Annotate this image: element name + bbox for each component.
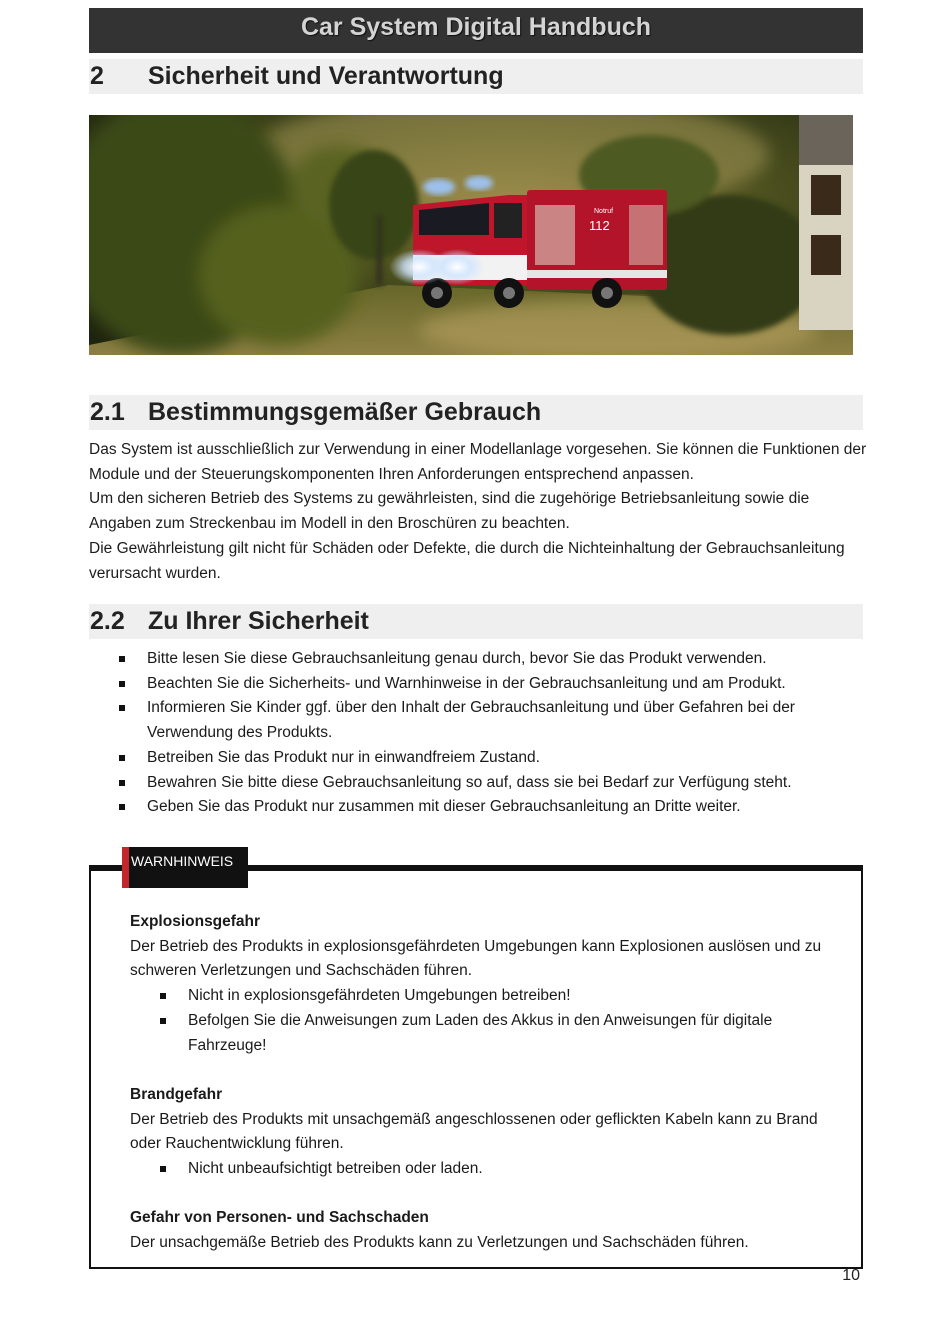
list-item-text: Bewahren Sie bitte diese Gebrauchsanleitung so auf, dass sie bei Bedarf zur Verfügung steht. bbox=[147, 773, 792, 791]
list-item bbox=[119, 647, 859, 672]
fire-truck-photo bbox=[89, 115, 853, 355]
list-item-text: Nicht in explosionsgefährdeten Umgebungen betreiben! bbox=[188, 987, 571, 1005]
subsection-heading-2-2 bbox=[89, 604, 863, 639]
section-heading bbox=[89, 59, 863, 94]
warning-title: Gefahr von Personen- und Sachschaden bbox=[130, 1209, 429, 1227]
subsection-heading-2-1 bbox=[89, 395, 863, 430]
bullet-square-icon bbox=[119, 804, 125, 810]
intended-use-text bbox=[89, 438, 869, 586]
list-item bbox=[119, 696, 859, 745]
subsection-number: 2.2 bbox=[90, 607, 125, 635]
section-number: 2 bbox=[90, 62, 104, 90]
list-item-text: Informieren Sie Kinder ggf. über den Inhalt der Gebrauchsanleitung und über Gefahren bei der Verwendung des Produkts. bbox=[147, 699, 795, 742]
bullet-square-icon bbox=[119, 755, 125, 761]
safety-list bbox=[119, 647, 859, 820]
warning-accent-bar bbox=[122, 847, 129, 888]
bullet-square-icon bbox=[119, 780, 125, 786]
truck-label-text: Notruf bbox=[594, 208, 614, 215]
list-item-text: Geben Sie das Produkt nur zusammen mit dieser Gebrauchsanleitung an Dritte weiter. bbox=[147, 798, 741, 816]
bullet-square-icon bbox=[119, 681, 125, 687]
subsection-title: Zu Ihrer Sicherheit bbox=[148, 607, 369, 635]
page-number: 10 bbox=[842, 1267, 860, 1284]
list-item bbox=[160, 984, 850, 1009]
warning-list bbox=[130, 1157, 850, 1182]
warning-text: Der Betrieb des Produkts mit unsachgemäß angeschlossenen oder geflickten Kabeln kann zu Brand oder Rauchentwicklung führen. bbox=[130, 1110, 818, 1153]
warning-label: WARNHINWEIS bbox=[131, 853, 234, 869]
document-header: Car System Digital Handbuch bbox=[89, 8, 863, 53]
paragraph: Das System ist ausschließlich zur Verwendung in einer Modellanlage vorgesehen. Sie können die Funktionen der Module und der Steuerungskomponenten Ihren Anforderungen entsprechend anpassen. bbox=[89, 441, 867, 483]
bullet-square-icon bbox=[160, 1018, 166, 1024]
warning-title: Explosionsgefahr bbox=[130, 913, 261, 930]
photo-illustration bbox=[89, 115, 853, 355]
warning-text: Der unsachgemäße Betrieb des Produkts kann zu Verletzungen und Sachschäden führen. bbox=[130, 1234, 749, 1252]
list-item bbox=[119, 746, 859, 771]
truck-number-text: 112 bbox=[589, 218, 610, 233]
warning-title: Brandgefahr bbox=[130, 1085, 223, 1103]
list-item bbox=[119, 795, 859, 820]
warning-text: Der Betrieb des Produkts in explosionsgefährdeten Umgebungen kann Explosionen auslösen und zu schweren Verletzungen und Sachschäden führen. bbox=[130, 937, 822, 980]
list-item bbox=[119, 771, 859, 796]
bullet-square-icon bbox=[160, 1166, 166, 1172]
list-item-text: Beachten Sie die Sicherheits- und Warnhinweise in der Gebrauchsanleitung und am Produkt. bbox=[147, 674, 786, 692]
bullet-square-icon bbox=[160, 993, 166, 999]
list-item-text: Betreiben Sie das Produkt nur in einwandfreiem Zustand. bbox=[147, 748, 540, 766]
warning-label-tab bbox=[122, 847, 248, 888]
list-item-text: Bitte lesen Sie diese Gebrauchsanleitung genau durch, bevor Sie das Produkt verwenden. bbox=[147, 650, 767, 667]
list-item bbox=[119, 672, 859, 697]
subsection-title: Bestimmungsgemäßer Gebrauch bbox=[148, 398, 542, 426]
paragraph: Um den sicheren Betrieb des Systems zu gewährleisten, sind die zugehörige Betriebsanleitung sowie die Angaben zum Streckenbau im Modell in den Broschüren zu beachten. bbox=[89, 490, 810, 533]
bullet-square-icon bbox=[119, 656, 125, 662]
section-title: Sicherheit und Verantwortung bbox=[148, 62, 504, 90]
list-item bbox=[160, 1157, 850, 1182]
list-item-text: Befolgen Sie die Anweisungen zum Laden des Akkus in den Anweisungen für digitale Fahrzeuge! bbox=[188, 1011, 773, 1054]
warning-list bbox=[130, 984, 850, 1058]
subsection-number: 2.1 bbox=[90, 398, 125, 426]
paragraph: Die Gewährleistung gilt nicht für Schäden oder Defekte, die durch die Nichteinhaltung der Gebrauchsanleitung verursacht wurden. bbox=[89, 539, 845, 582]
bullet-square-icon bbox=[119, 705, 125, 711]
warning-content bbox=[130, 910, 850, 1256]
list-item-text: Nicht unbeaufsichtigt betreiben oder laden. bbox=[188, 1160, 483, 1178]
list-item bbox=[160, 1009, 850, 1058]
